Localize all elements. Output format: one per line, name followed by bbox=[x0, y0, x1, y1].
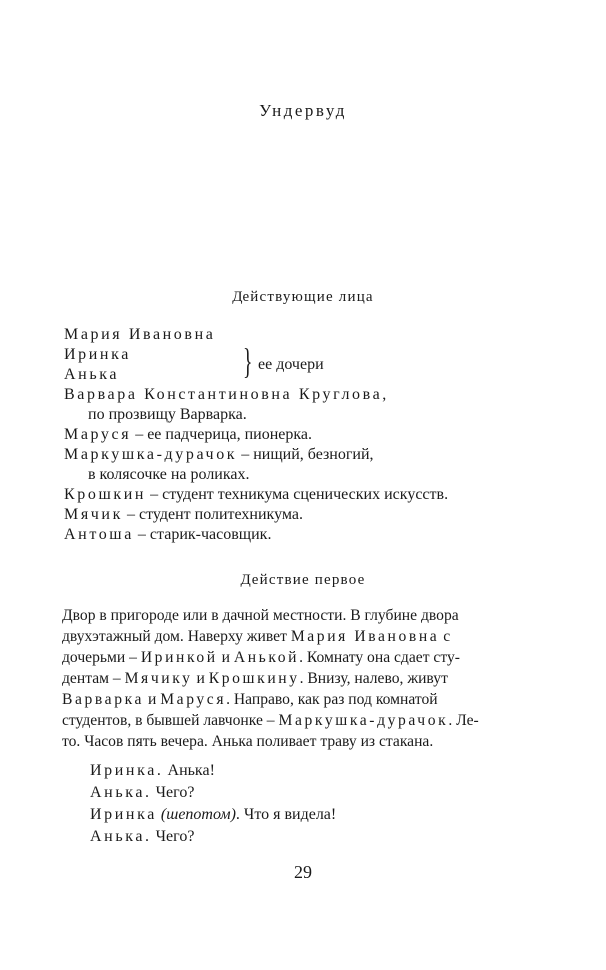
dialogue-text: Чего? bbox=[151, 828, 195, 845]
stage-name: Маркушка-дурачок bbox=[278, 712, 449, 729]
dialogue-text: Анька! bbox=[163, 762, 215, 779]
stage-name: Варварка bbox=[62, 691, 145, 708]
speaker-name: Иринка. bbox=[90, 762, 164, 779]
stage-text: . Внизу, налево, живут bbox=[299, 670, 448, 687]
cast-markushka bbox=[64, 445, 374, 465]
stage-name: Иринкой bbox=[140, 649, 218, 666]
stage-text: и bbox=[192, 670, 209, 687]
stage-text: дентам – bbox=[62, 670, 125, 687]
brace-symbol: } bbox=[243, 341, 253, 381]
cast-markushka-desc2: в колясочке на роликах. bbox=[88, 466, 250, 483]
brace-label: ее дочери bbox=[258, 356, 324, 373]
cast-heading-initial: Д bbox=[232, 289, 243, 305]
cast-marusya-name: Маруся bbox=[64, 426, 132, 443]
cast-myachik-desc: – студент политехникума. bbox=[122, 506, 303, 523]
stage-name: Мария Ивановна bbox=[290, 628, 440, 645]
page-number: 29 bbox=[294, 862, 312, 882]
dialogue-line bbox=[90, 760, 215, 782]
cast-antosha-name: Антоша bbox=[64, 526, 134, 543]
cast-antosha bbox=[64, 525, 271, 545]
stage-line-7: то. Часов пять вечера. Анька поливает траву из стакана. bbox=[62, 733, 434, 750]
stage-text: . Комнату она сдает сту- bbox=[299, 649, 460, 666]
stage-direction-inline: (шепотом) bbox=[160, 806, 236, 823]
stage-line-2 bbox=[62, 626, 506, 647]
stage-name: Мячику bbox=[124, 670, 193, 687]
cast-heading bbox=[0, 289, 606, 306]
cast-antosha-desc: – старик-часовщик. bbox=[133, 526, 272, 543]
cast-markushka-desc: – нищий, безногий, bbox=[237, 446, 374, 463]
cast-varvara-name: Варвара Константиновна Круглова, bbox=[64, 386, 389, 403]
running-head-text: Ундервуд bbox=[259, 101, 347, 120]
dialogue-line bbox=[90, 804, 336, 826]
cast-kroshkin-desc: – студент техникума сценических искусств. bbox=[146, 486, 449, 503]
cast-kroshkin bbox=[64, 485, 448, 505]
stage-text: и bbox=[144, 691, 161, 708]
stage-line-5 bbox=[62, 689, 506, 710]
speaker-name: Анька. bbox=[90, 828, 152, 845]
stage-line-1: Двор в пригороде или в дачной местности. В глубине двора bbox=[62, 607, 459, 624]
cast-markushka-name: Маркушка-дурачок bbox=[64, 446, 238, 463]
cast-kroshkin-name: Крошкин bbox=[64, 486, 147, 503]
running-head bbox=[0, 101, 606, 121]
act-heading-initial: Д bbox=[240, 572, 252, 588]
speaker-name: Иринка bbox=[90, 806, 157, 823]
act-heading bbox=[0, 572, 606, 589]
stage-name: Маруся bbox=[160, 691, 227, 708]
act-heading-rest: ействие первое bbox=[251, 572, 366, 588]
dialogue-text: Чего? bbox=[151, 784, 195, 801]
dialogue-line bbox=[90, 826, 194, 848]
speaker-name: Анька. bbox=[90, 784, 152, 801]
stage-name: Анькой bbox=[233, 649, 300, 666]
stage-direction bbox=[62, 605, 506, 752]
stage-line-3 bbox=[62, 647, 506, 668]
cast-anka: Анька bbox=[64, 366, 120, 383]
stage-name: Крошкину bbox=[208, 670, 300, 687]
dialogue-text: . Что я видела! bbox=[235, 806, 337, 823]
cast-marusya bbox=[64, 425, 312, 445]
stage-text: . Ле- bbox=[448, 712, 479, 729]
cast-irinka: Иринка bbox=[64, 346, 131, 363]
cast-marusya-desc: – ее падчерица, пионерка. bbox=[131, 426, 312, 443]
stage-text: с bbox=[439, 628, 451, 645]
cast-varvara-desc: по прозвищу Варварка. bbox=[88, 406, 247, 423]
stage-text: . Направо, как раз под комнатой bbox=[226, 691, 438, 708]
cast-myachik-name: Мячик bbox=[64, 506, 123, 523]
cast-maria: Мария Ивановна bbox=[64, 326, 216, 343]
stage-line-6 bbox=[62, 710, 506, 731]
dialogue-line bbox=[90, 782, 194, 804]
cast-heading-rest: ействующие лица bbox=[242, 289, 374, 305]
stage-line-4 bbox=[62, 668, 506, 689]
stage-text: двухэтажный дом. Наверху живет bbox=[62, 628, 291, 645]
stage-text: и bbox=[217, 649, 234, 666]
stage-text: дочерьми – bbox=[62, 649, 141, 666]
cast-myachik bbox=[64, 505, 303, 525]
stage-text: студентов, в бывшей лавчонке – bbox=[62, 712, 279, 729]
